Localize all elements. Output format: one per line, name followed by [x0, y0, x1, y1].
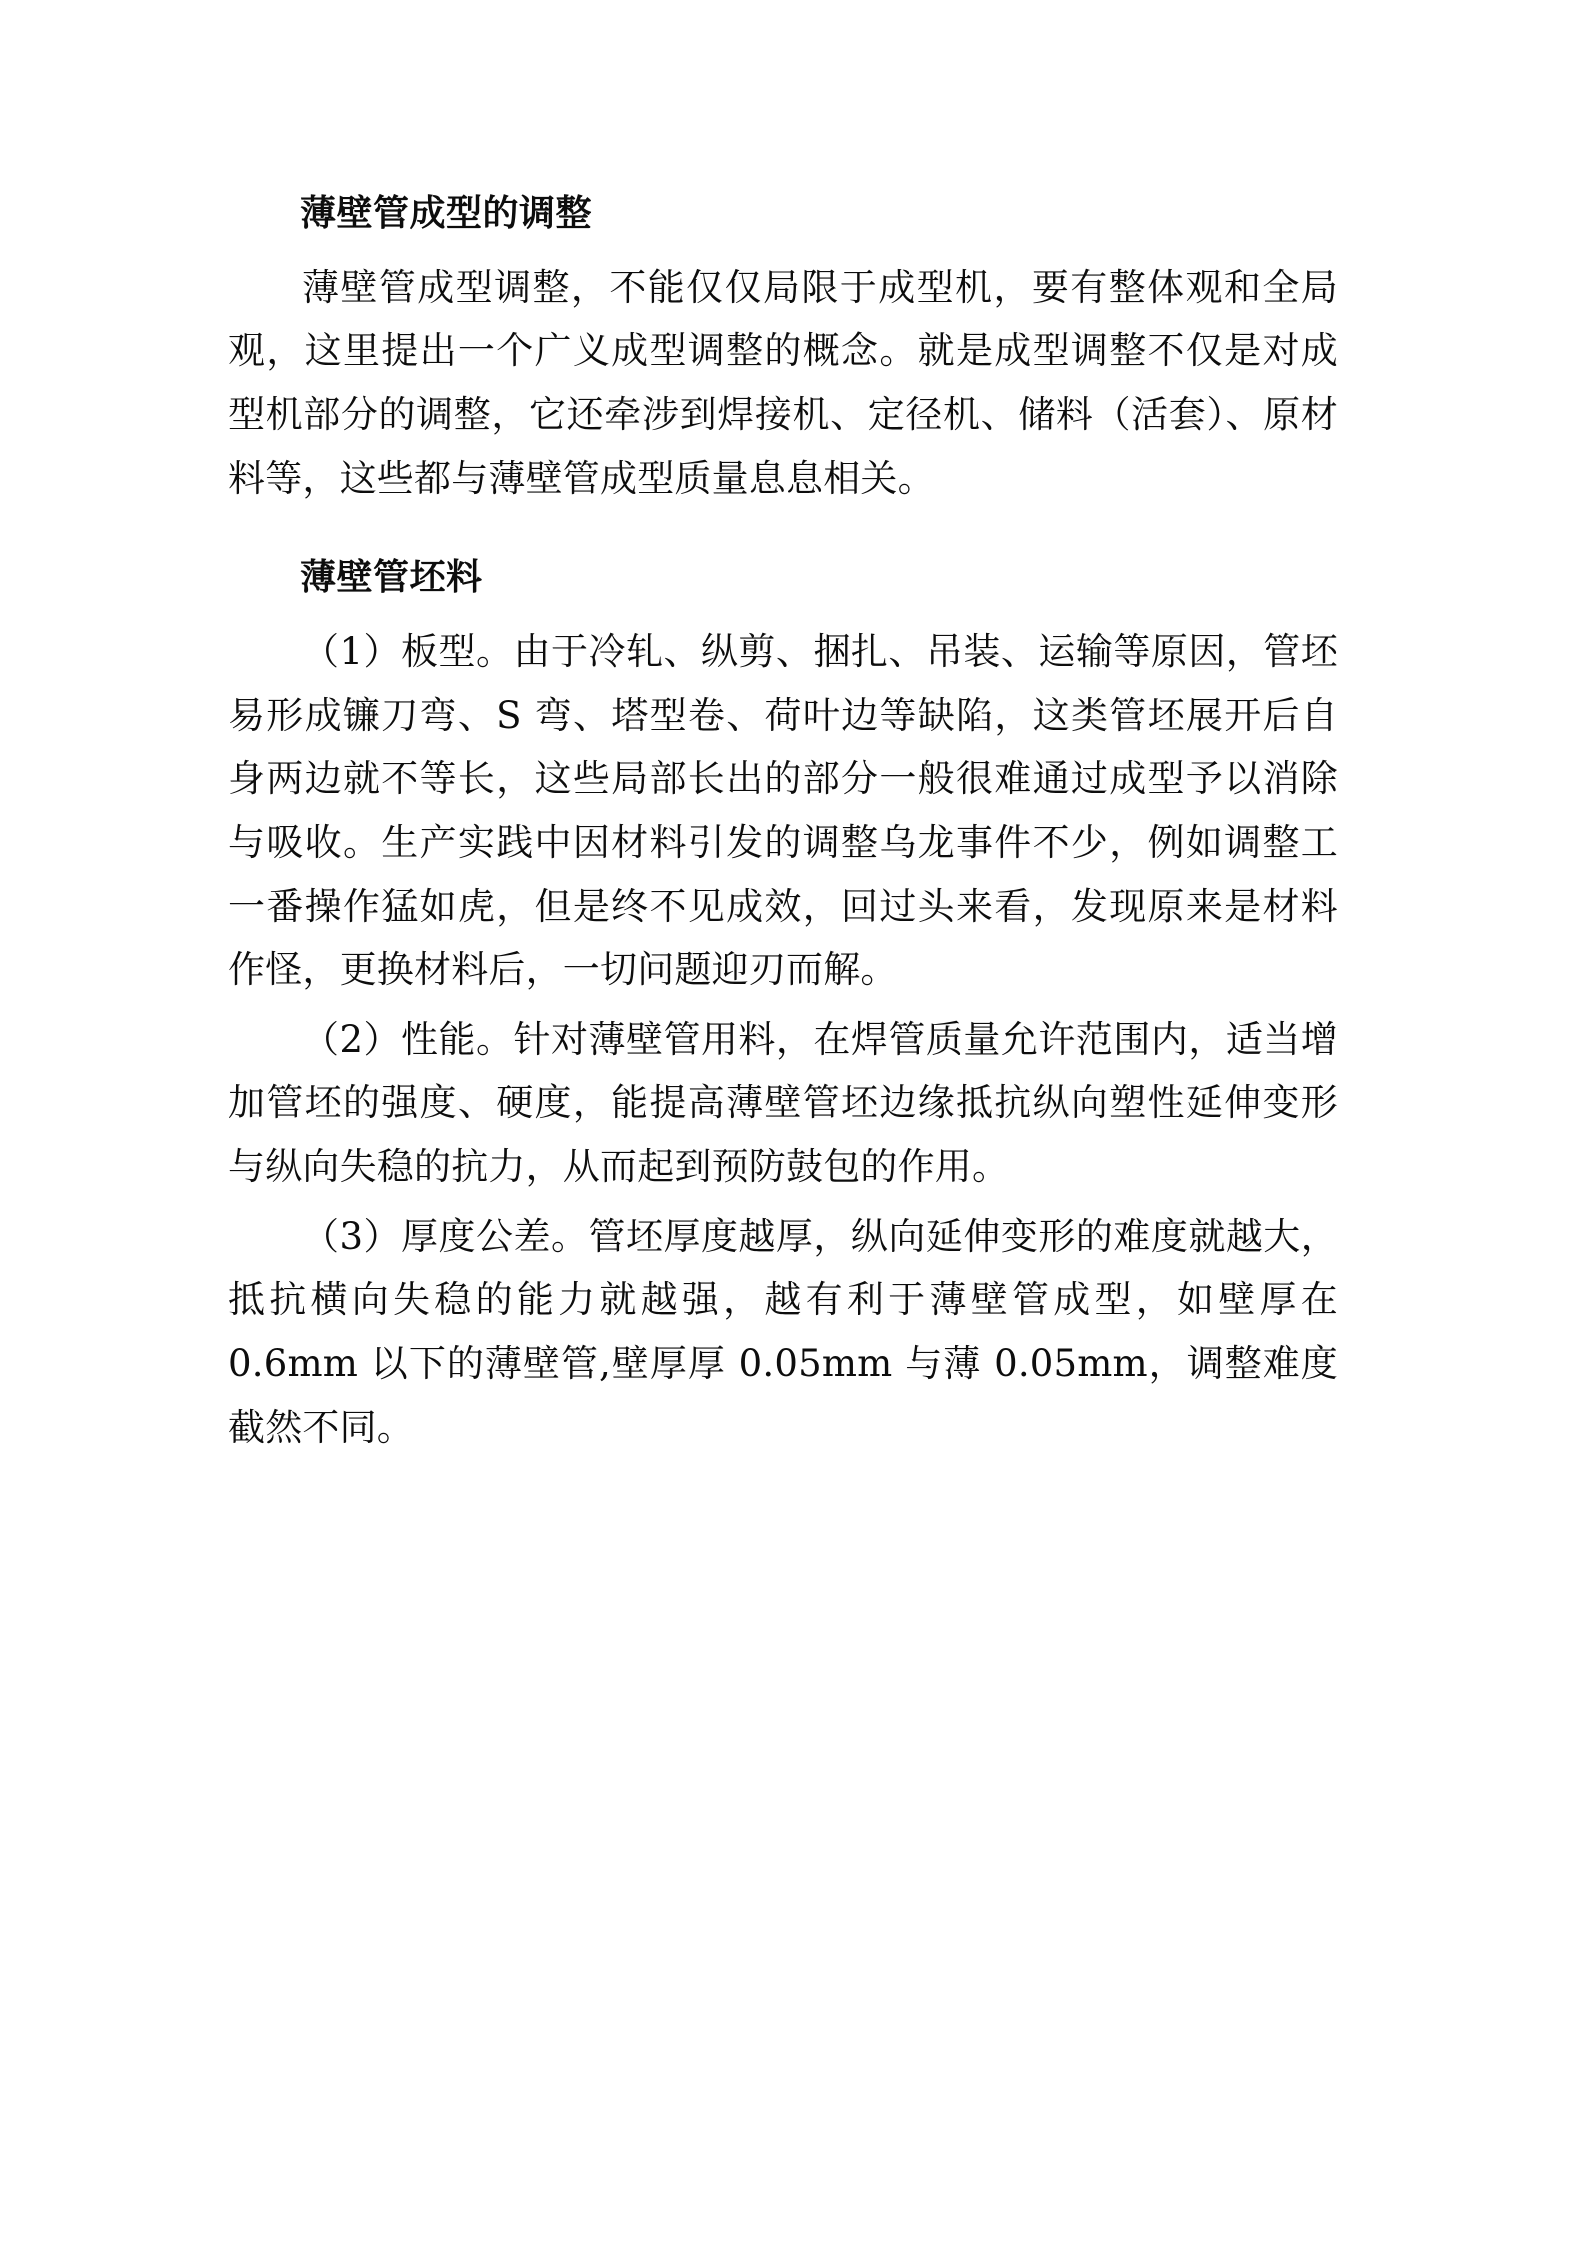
paragraph-spacer [228, 516, 1338, 526]
section-heading-tube-blank: 薄壁管坯料 [300, 556, 483, 599]
paragraph-item-2-performance: （2）性能。针对薄壁管用料，在焊管质量允许范围内，适当增加管坯的强度、硬度，能提高薄壁管坯边缘抵抗纵向塑性延伸变形与纵向失稳的抗力，从而起到预防鼓包的作用。 [228, 1017, 1338, 1189]
document-body [228, 186, 1338, 1465]
section-heading-forming-adjustment: 薄壁管成型的调整 [300, 192, 593, 234]
paragraph-forming-adjustment-intro: 薄壁管成型调整，不能仅仅局限于成型机，要有整体观和全局观，这里提出一个广义成型调整的概念。就是成型调整不仅是对成型机部分的调整，它还牵涉到焊接机、定径机、储料（活套）、原材料等，这些都与薄壁管成型质量息息相关。 [228, 265, 1338, 500]
paragraph-item-3-thickness-tolerance: （3）厚度公差。管坯厚度越厚，纵向延伸变形的难度就越大，抵抗横向失稳的能力就越强，越有利于薄壁管成型，如壁厚在 0.6mm 以下的薄壁管,壁厚厚 0.05mm 与薄 0.05mm，调整难度截然不同。 [228, 1214, 1338, 1449]
paragraph-item-1-plate-shape: （1）板型。由于冷轧、纵剪、捆扎、吊装、运输等原因，管坯易形成镰刀弯、S 弯、塔型卷、荷叶边等缺陷，这类管坯展开后自身两边就不等长，这些局部长出的部分一般很难通过成型予以消除与吸收。生产实践中因材料引发的调整乌龙事件不少，例如调整工一番操作猛如虎，但是终不见成效，回过头来看，发现原来是材料作怪，更换材料后，一切问题迎刃而解。 [228, 630, 1338, 992]
